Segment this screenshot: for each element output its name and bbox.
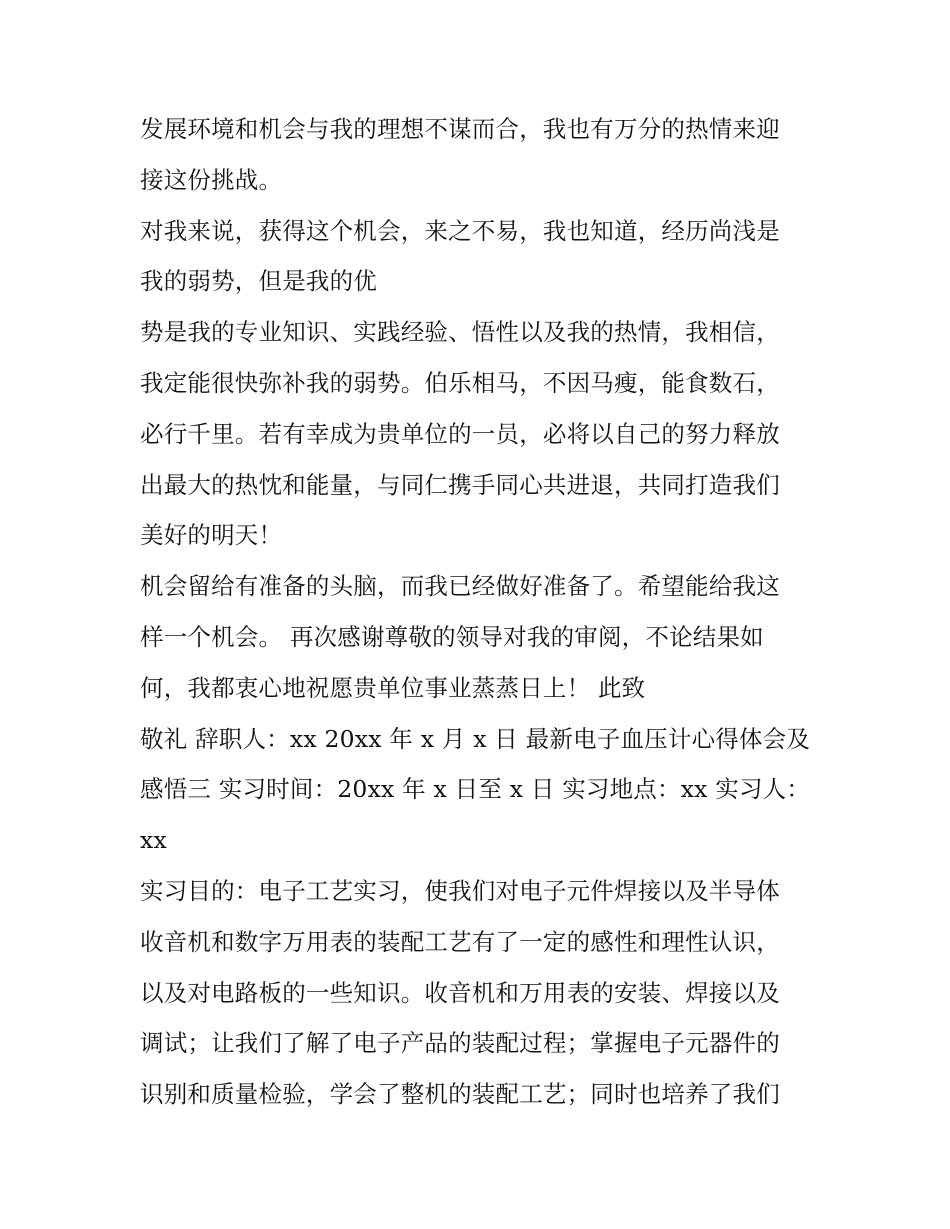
text-line: 我的弱势，但是我的优 — [140, 267, 377, 296]
document-body — [140, 104, 820, 1120]
text-line: 以及对电路板的一些知识。收音机和万用表的安装、焊接以及 — [140, 978, 780, 1007]
text-line: 美好的明天！ — [140, 521, 283, 550]
text-line: 何，我都衷心地祝愿贵单位事业蒸蒸日上！ 此致 — [140, 673, 646, 702]
text-line: 感悟三 实习时间：20xx 年 x 日至 x 日 实习地点：xx 实习人： — [140, 775, 811, 804]
text-line: 样一个机会。 再次感谢尊敬的领导对我的审阅，不论结果如 — [140, 622, 764, 651]
text-line: 机会留给有准备的头脑，而我已经做好准备了。希望能给我这 — [140, 572, 780, 601]
text-line: 我定能很快弥补我的弱势。伯乐相马，不因马瘦，能食数石， — [140, 368, 780, 397]
text-line: 实习目的：电子工艺实习，使我们对电子元件焊接以及半导体 — [140, 876, 780, 905]
text-line: 识别和质量检验，学会了整机的装配工艺；同时也培养了我们 — [140, 1080, 780, 1109]
text-line: 必行千里。若有幸成为贵单位的一员，必将以自己的努力释放 — [140, 419, 780, 448]
text-line: xx — [140, 826, 167, 855]
text-line: 接这份挑战。 — [140, 165, 283, 194]
text-line: 调试；让我们了解了电子产品的装配过程；掌握电子元器件的 — [140, 1029, 780, 1058]
text-line: 敬礼 辞职人：xx 20xx 年 x 月 x 日 最新电子血压计心得体会及 — [140, 724, 811, 753]
text-line: 势是我的专业知识、实践经验、悟性以及我的热情，我相信， — [140, 318, 780, 347]
text-line: 出最大的热忱和能量，与同仁携手同心共进退，共同打造我们 — [140, 470, 780, 499]
text-line: 发展环境和机会与我的理想不谋而合，我也有万分的热情来迎 — [140, 115, 780, 143]
text-line: 对我来说，获得这个机会，来之不易，我也知道，经历尚浅是 — [140, 216, 780, 245]
text-line: 收音机和数字万用表的装配工艺有了一定的感性和理性认识， — [140, 927, 780, 956]
